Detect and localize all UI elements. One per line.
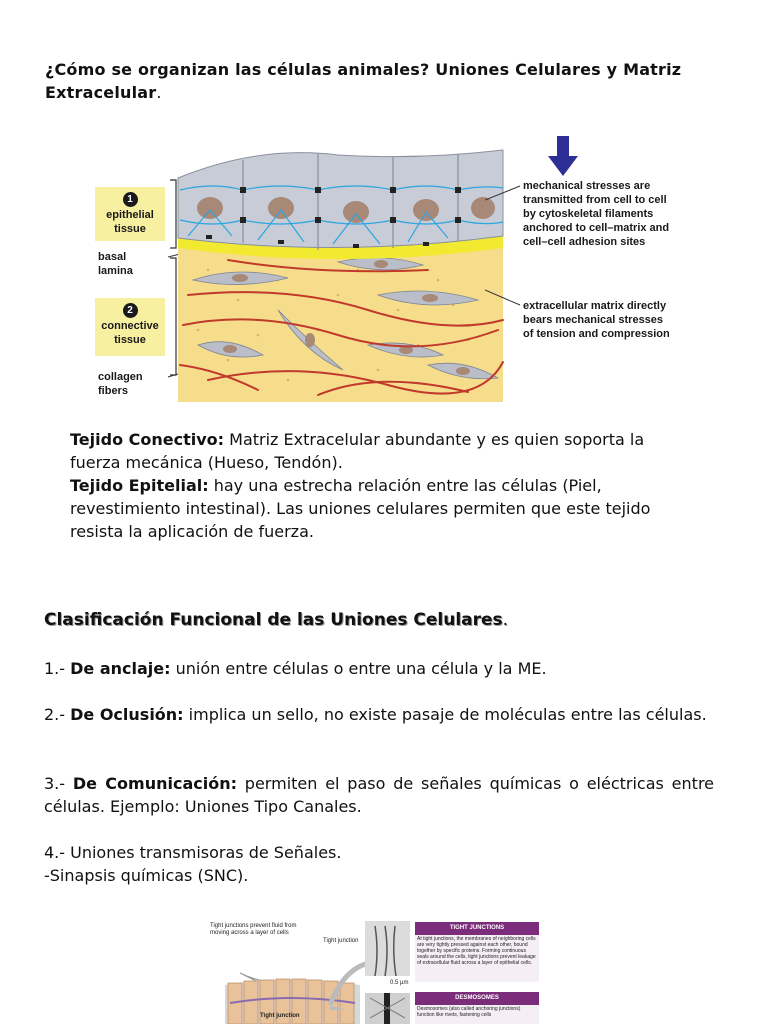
classification-heading: Clasificación Funcional de las Uniones Celulares. <box>44 610 509 630</box>
classification-item-2: 2.- De Oclusión: implica un sello, no existe pasaje de moléculas entre las células. <box>44 705 707 724</box>
label-number-2: 2 <box>123 303 138 318</box>
tissue-illustration <box>168 130 513 402</box>
micrograph-1 <box>365 921 410 976</box>
epitelial-paragraph <box>70 474 698 543</box>
tight-junction-box <box>415 922 539 982</box>
epithelial-label: epithelial tissue <box>106 209 154 235</box>
desmosome-box-text: Desmosomes (also called anchoring junctions) function like rivets, fastening cells <box>417 1006 521 1018</box>
stress-annotation: mechanical stresses are transmitted from cell to cell by cytoskeletal filaments anchored to cell–matrix and cell–cell adhesion sites <box>523 180 670 248</box>
basal-lamina-label: basal lamina <box>98 251 133 277</box>
tissue-description <box>70 428 698 543</box>
tight-junction-box-text: At tight junctions, the membranes of neighboring cells are very tightly pressed against each other, bound together by specific proteins. Forming continuous seals around the cells, tight junctions prevent leakage of extracellular fluid across a layer of epithelial cells. <box>417 936 536 966</box>
micrograph-2 <box>365 993 410 1024</box>
desmosome-box-title: DESMOSOMES <box>415 992 539 1005</box>
tissue-figure <box>90 130 690 405</box>
classification-item-3: 3.- De Comunicación: permiten el paso de señales químicas o eléctricas entre células. Ejemplo: Uniones Tipo Canales. <box>44 774 715 816</box>
prevent-label: Tight junctions prevent fluid from moving across a layer of cells <box>210 923 297 936</box>
matrix-annotation: extracellular matrix directly bears mechanical stresses of tension and compression <box>523 300 670 340</box>
connective-label-box <box>95 298 165 356</box>
down-arrow-icon <box>548 136 578 176</box>
page-title: ¿Cómo se organizan las células animales? Uniones Celulares y Matriz Extracelular. <box>45 60 682 102</box>
tight-junction-label: Tight junction <box>323 938 359 944</box>
conectivo-paragraph <box>70 428 698 474</box>
epitelial-text: hay una estrecha relación entre las células (Piel, revestimiento intestinal). Las uniones celulares permiten que este tejido resista la aplicación de fuerza. <box>70 476 651 541</box>
epitelial-term: Tejido Epitelial: <box>70 476 209 495</box>
classification-item-1: 1.- De anclaje: unión entre células o entre una célula y la ME. <box>44 659 547 678</box>
label-number-1: 1 <box>123 192 138 207</box>
connective-label: connective tissue <box>101 320 159 346</box>
conectivo-text: Matriz Extracelular abundante y es quien soporta la fuerza mecánica (Hueso, Tendón). <box>70 430 645 472</box>
scale-label: 0.5 µm <box>390 980 409 986</box>
desmosome-box <box>415 992 539 1024</box>
conectivo-term: Tejido Conectivo: <box>70 430 225 449</box>
annotation-leaders <box>485 180 525 310</box>
classification-item-4: 4.- Uniones transmisoras de Señales. -Sinapsis químicas (SNC). <box>44 843 342 885</box>
epithelial-label-box <box>95 187 165 241</box>
tight-junction-bottom-label: Tight junction <box>260 1013 300 1019</box>
collagen-label: collagen fibers <box>98 371 143 397</box>
tight-junction-box-title: TIGHT JUNCTIONS <box>415 922 539 935</box>
junction-figure <box>205 918 545 1024</box>
